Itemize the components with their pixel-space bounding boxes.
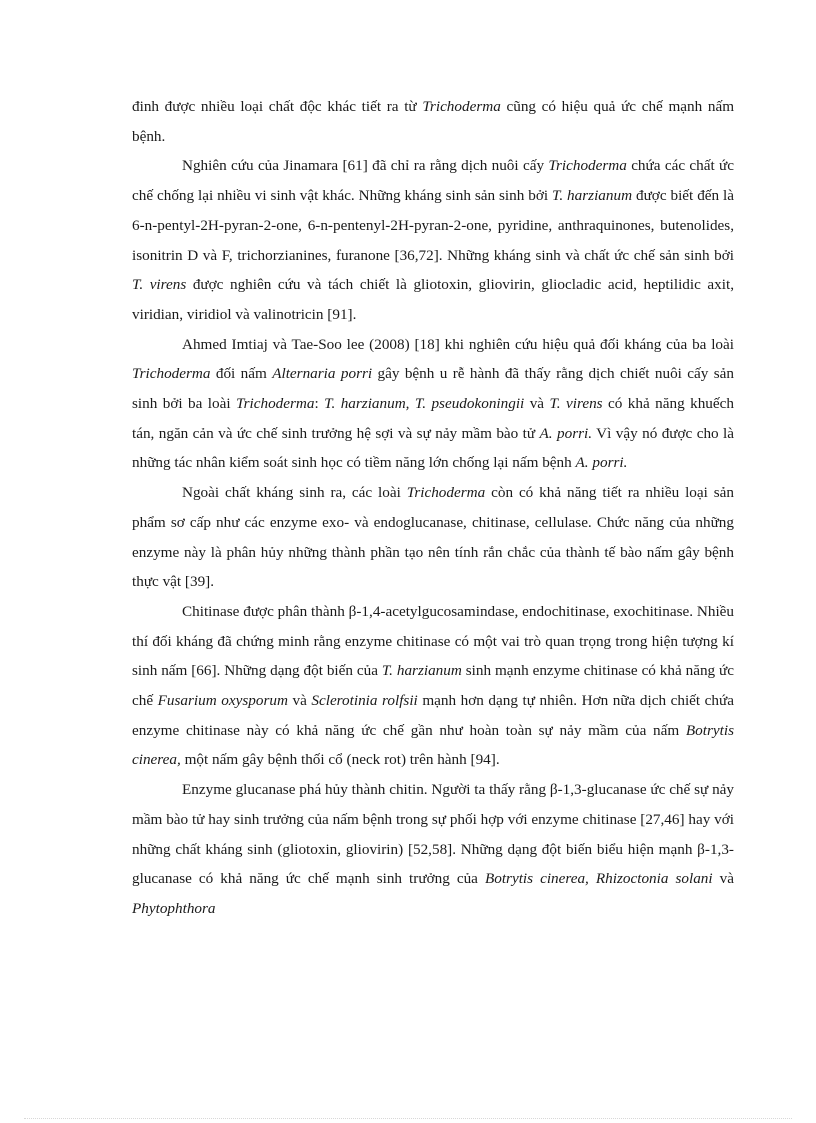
- text-run: đối nấm: [210, 365, 273, 383]
- italic-text-run: Trichoderma: [236, 395, 315, 413]
- text-run: đinh được nhiều loại chất độc khác tiết ra từ: [132, 98, 423, 115]
- italic-text-run: T. virens: [549, 395, 603, 413]
- italic-text-run: Fusarium oxysporum: [157, 692, 288, 710]
- text-run: Ngoài chất kháng sinh ra, các loài: [182, 484, 407, 502]
- italic-text-run: Trichoderma: [406, 484, 486, 502]
- text-run: và: [287, 692, 312, 710]
- paragraph: [132, 775, 734, 924]
- text-run: còn có khả năng tiết ra nhiều loại sản phẩm sơ cấp như các enzyme exo- và endoglucanase, chitinase, cellulase. Chức năng của những enzyme này là phân hủy những thành phần tạo nên tính rắn chắc của thành tế bào nấm gây bệnh thực vật [39].: [132, 484, 734, 591]
- page-bottom-rule: [24, 1118, 792, 1119]
- text-run: Nghiên cứu của Jinamara [61] đã chỉ ra rằng dịch nuôi cấy: [182, 157, 549, 175]
- italic-text-run: T. harzianum: [381, 662, 462, 680]
- text-run: :: [314, 395, 325, 413]
- paragraph: [132, 330, 734, 479]
- italic-text-run: Trichoderma: [548, 157, 627, 175]
- paragraph: [132, 478, 734, 597]
- text-run: một nấm gây bệnh thối cổ (neck rot) trên hành [94].: [180, 751, 500, 769]
- text-run: và: [712, 870, 734, 888]
- italic-text-run: T. virens: [132, 276, 187, 294]
- text-run: được nghiên cứu và tách chiết là gliotoxin, gliovirin, gliocladic acid, heptilidic axit, viridian, viridiol và valinotricin [91].: [132, 276, 734, 323]
- text-run: gây bệnh u rễ hành đã thấy rằng dịch chiết nuôi cấy sản sinh bởi ba loài: [132, 365, 734, 413]
- italic-text-run: Trichoderma: [422, 98, 501, 115]
- text-run: có khả năng khuếch tán, ngăn cản và ức chế sinh trưởng hệ sợi và sự nảy mầm bào tử: [132, 395, 734, 442]
- paragraph: [132, 597, 734, 775]
- italic-text-run: Botrytis cinerea,: [132, 721, 734, 769]
- text-run: Vì vậy nó được cho là những tác nhân kiểm soát sinh học có tiềm năng lớn chống lại nấm bệnh: [132, 424, 734, 472]
- text-run: Chitinase được phân thành β-1,4-acetylgucosamindase, endochitinase, exochitinase. Nhiều thí đối kháng đã chứng minh rằng enzyme chitinase có một vai trò quan trọng trong hiện tượng kí sinh nấm [66]. Những dạng đột biến của: [132, 602, 734, 680]
- text-run: sinh mạnh enzyme chitinase có khả năng ức chế: [132, 662, 735, 710]
- italic-text-run: A. porri.: [575, 454, 628, 472]
- paragraph: [132, 92, 734, 151]
- document-body: [132, 92, 734, 924]
- text-run: cũng có hiệu quả ức chế mạnh nấm bệnh.: [132, 98, 735, 145]
- text-run: và: [524, 395, 550, 413]
- text-run: Ahmed Imtiaj và Tae-Soo lee (2008) [18] khi nghiên cứu hiệu quả đối kháng của ba loài: [182, 335, 734, 353]
- italic-text-run: T. harzianum: [552, 187, 633, 205]
- paragraph: [132, 151, 734, 329]
- text-run: chứa các chất ức chế chống lại nhiều vi sinh vật khác. Những kháng sinh sản sinh bởi: [132, 157, 734, 205]
- italic-text-run: T. harzianum, T. pseudokoningii: [324, 395, 525, 413]
- text-run: được biết đến là 6-n-pentyl-2H-pyran-2-one, 6-n-pentenyl-2H-pyran-2-one, pyridine, anthraquinones, butenolides, isonitrin D và F, trichorzianines, furanone [36,72]. Những kháng sinh và chất ức chế sản sinh bởi: [132, 187, 735, 264]
- italic-text-run: A. porri.: [539, 424, 593, 442]
- italic-text-run: Botrytis cinerea, Rhizoctonia solani: [484, 870, 713, 888]
- italic-text-run: Trichoderma: [132, 365, 211, 383]
- text-run: Enzyme glucanase phá hủy thành chitin. Người ta thấy rằng β-1,3-glucanase ức chế sự nảy mầm bào tử hay sinh trưởng của nấm bệnh trong sự phối hợp với enzyme chitinase [27,46] hay với những chất kháng sinh (gliotoxin, gliovirin) [52,58]. Những dạng đột biến biểu hiện mạnh β-1,3-glucanase có khả năng ức chế mạnh sinh trưởng của: [132, 781, 734, 888]
- italic-text-run: Alternaria porri: [272, 365, 373, 383]
- italic-text-run: Phytophthora: [132, 899, 216, 917]
- italic-text-run: Sclerotinia rolfsii: [311, 692, 418, 710]
- text-run: mạnh hơn dạng tự nhiên. Hơn nữa dịch chiết chứa enzyme chitinase này có khả năng ức chế gần như hoàn toàn sự nảy mầm của nấm: [132, 692, 734, 739]
